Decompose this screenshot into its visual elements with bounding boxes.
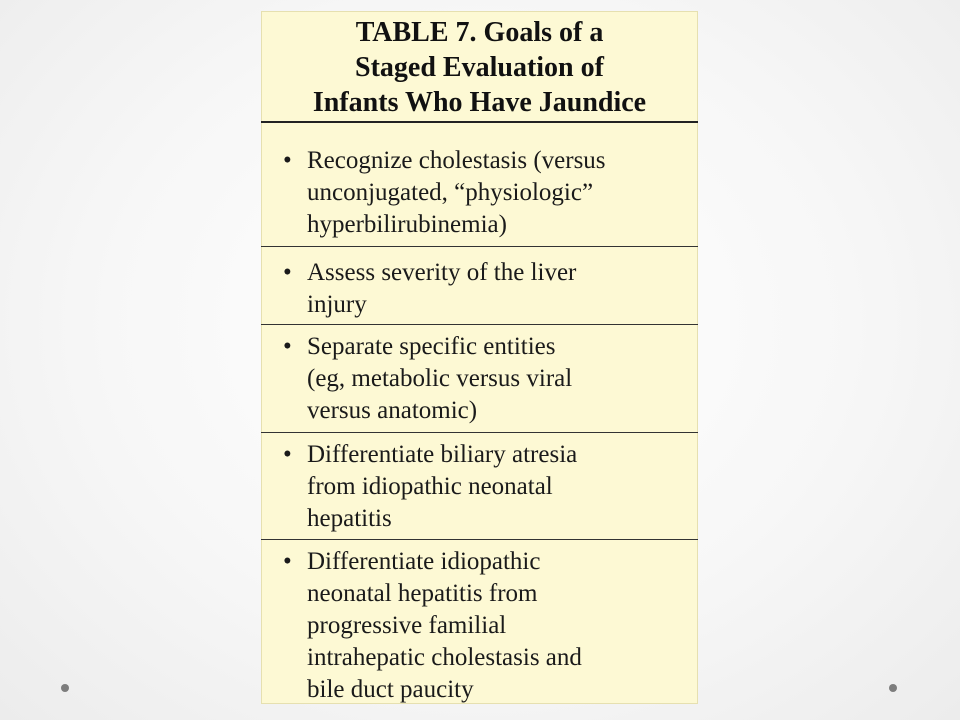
row-text — [307, 257, 688, 321]
row-text — [307, 546, 688, 706]
bullet-glyph: • — [283, 333, 292, 360]
row-text — [307, 439, 688, 535]
table-row — [261, 540, 698, 704]
row-line: hyperbilirubinemia) — [307, 211, 507, 238]
decorative-dot-right — [889, 684, 897, 692]
row-line: bile duct paucity — [307, 676, 474, 703]
row-line: Recognize cholestasis (versus — [307, 147, 606, 174]
table-row — [261, 247, 698, 325]
table-row — [261, 325, 698, 433]
decorative-dot-left — [61, 684, 69, 692]
row-line: versus anatomic) — [307, 397, 478, 424]
bullet-glyph: • — [283, 441, 292, 468]
table-title — [261, 11, 698, 123]
table-row — [261, 433, 698, 540]
row-line: (eg, metabolic versus viral — [307, 365, 573, 392]
row-line: Differentiate idiopathic — [307, 548, 541, 575]
row-line: unconjugated, “physiologic” — [307, 179, 594, 206]
row-line: Differentiate biliary atresia — [307, 441, 578, 468]
table-title-line: Infants Who Have Jaundice — [312, 87, 647, 118]
row-line: intrahepatic cholestasis and — [307, 644, 582, 671]
row-line: Assess severity of the liver — [307, 259, 577, 286]
row-line: Separate specific entities — [307, 333, 556, 360]
row-text — [307, 145, 688, 241]
goals-table — [261, 11, 698, 704]
row-line: neonatal hepatitis from — [307, 580, 538, 607]
bullet-glyph: • — [283, 147, 292, 174]
table-row — [261, 123, 698, 247]
table-title-line: Staged Evaluation of — [355, 52, 604, 83]
bullet-glyph: • — [283, 548, 292, 575]
bullet-glyph: • — [283, 259, 292, 286]
row-line: injury — [307, 291, 367, 318]
row-line: progressive familial — [307, 612, 507, 639]
row-line: hepatitis — [307, 505, 392, 532]
table-title-line: TABLE 7. Goals of a — [355, 17, 604, 48]
row-text — [307, 331, 688, 427]
row-line: from idiopathic neonatal — [307, 473, 553, 500]
